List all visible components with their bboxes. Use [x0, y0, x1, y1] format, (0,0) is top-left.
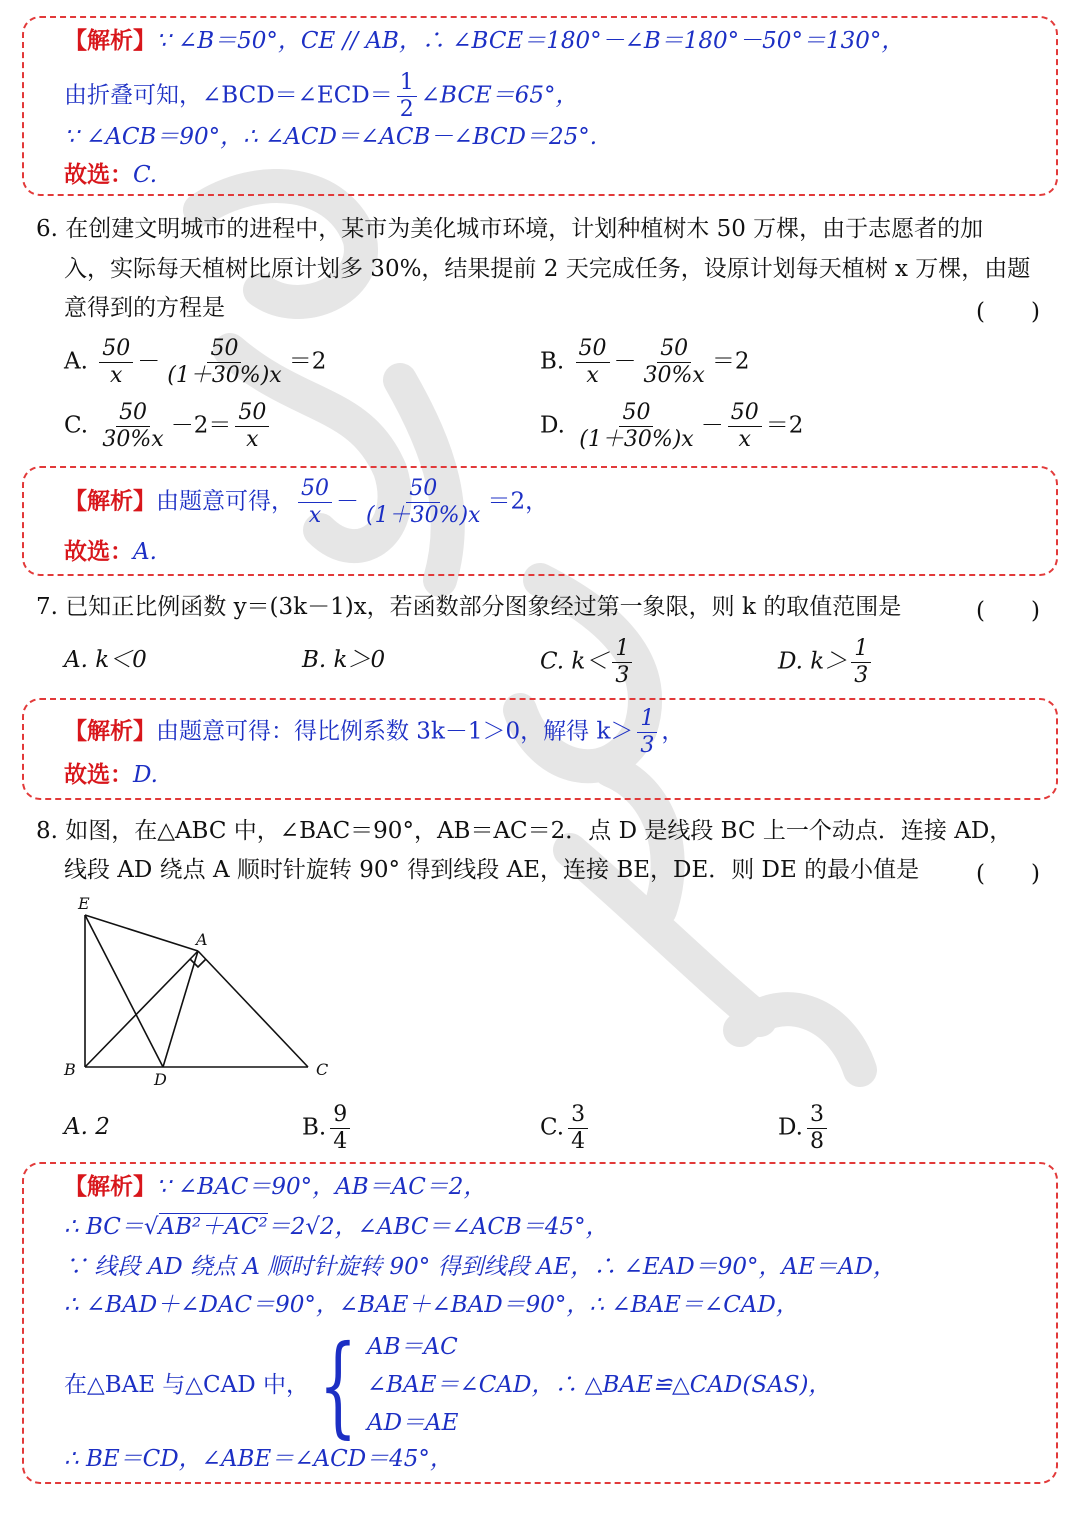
q6-stem-line-3: 意得到的方程是 [64, 295, 225, 321]
q8-sol-line-3: ∵ 线段 AD 绕点 A 顺时针旋转 90° 得到线段 AE，∴ ∠EAD＝90°，AE＝AD， [64, 1254, 896, 1280]
congruence-system: AB＝AC ∠BAE＝∠CAD AD＝AE [366, 1334, 532, 1436]
q8-stem-line-2: 线段 AD 绕点 A 顺时针旋转 90° 得到线段 AE，连接 BE，DE．则 DE 的最小值是 [64, 857, 920, 883]
q6-option-b[interactable]: B. $\frac{50}{x}$ － $\frac{50}{30\%x}$ ＝2 [540, 336, 750, 388]
solution-tag: 【解析】 [64, 717, 156, 745]
q7-option-c[interactable]: C. k＜ $\frac{1}{3}$ [540, 636, 636, 689]
solution-tag: 【解析】 [64, 487, 156, 515]
segment-ed [85, 915, 163, 1067]
q7-option-b[interactable]: B. k＞0 [302, 647, 386, 673]
q5-sol-line-2: 由折叠可知，∠BCD＝∠ECD＝ $\frac{1}{2}$ ∠BCE＝65°， [64, 70, 579, 122]
q5-answer: 故选：C. [64, 161, 158, 188]
q8-sol-line-1: 【解析】∵ ∠BAC＝90°，AB＝AC＝2， [64, 1173, 487, 1200]
fraction-one-half: $\frac{1}{2}$ [397, 70, 417, 123]
label-a: A [196, 930, 208, 949]
label-e: E [78, 895, 90, 913]
triangle-diagram [58, 895, 348, 1095]
q6-answer: 故选：A. [64, 538, 157, 565]
q7-option-a[interactable]: A. k＜0 [64, 647, 147, 673]
q8-option-c[interactable]: C. $\frac{3}{4}$ [540, 1102, 592, 1155]
q8-sol-line-5: 在△BAE 与△CAD 中，{ AB＝AC ∠BAE＝∠CAD AD＝AE ，∴ △BAE≌△CAD(SAS)， [64, 1321, 832, 1449]
segment-ea [85, 915, 198, 951]
q7-stem-line-1: 7. 已知正比例函数 y＝(3k－1)x，若函数部分图象经过第一象限，则 k 的取值范围是 [36, 594, 902, 620]
left-brace: { [318, 1321, 358, 1449]
q7-answer-blank: ( ) [976, 598, 1040, 624]
segment-ac [198, 951, 308, 1067]
label-d: D [154, 1070, 167, 1089]
q7-answer: 故选：D. [64, 761, 158, 788]
sqrt-sign: √ [143, 1214, 159, 1240]
q5-sol-line-3: ∵ ∠ACB＝90°，∴ ∠ACD＝∠ACB－∠BCD＝25°. [64, 124, 598, 150]
solution-tag: 【解析】 [64, 1173, 156, 1200]
q6-stem-line-2: 入，实际每天植树比原计划多 30%，结果提前 2 天完成任务，设原计划每天植树 x 万棵，由题 [64, 256, 1031, 282]
q5-sol-line-1: 【解析】∵ ∠B＝50°，CE // AB，∴ ∠BCE＝180°－∠B＝180°－50°＝130°， [64, 27, 905, 54]
right-angle-mark [190, 959, 206, 967]
q8-option-d[interactable]: D. $\frac{3}{8}$ [778, 1102, 831, 1155]
q6-sol-line-1: 【解析】由题意可得， $\frac{50}{x}$ － $\frac{50}{(1+30\%)x}$ ＝2， [64, 476, 549, 528]
q7-option-d[interactable]: D. k＞ $\frac{1}{3}$ [778, 636, 875, 689]
q7-sol-line-1: 【解析】由题意可得：得比例系数 3k－1＞0，解得 k＞ $\frac{1}{3}$ ， [64, 706, 685, 758]
q6-option-c[interactable]: C. $\frac{50}{30\%x}$ －2＝ $\frac{50}{x}$ [64, 400, 273, 453]
solution-tag: 【解析】 [64, 27, 156, 54]
label-b: B [64, 1060, 76, 1079]
q6-option-a[interactable]: A. $\frac{50}{x}$ － $\frac{50}{(1+30\%)x}$ ＝2 [64, 336, 327, 388]
q8-sol-line-6: ∴ BE＝CD，∠ABE＝∠ACD＝45°， [64, 1446, 453, 1472]
q8-stem-line-1: 8. 如图，在△ABC 中，∠BAC＝90°，AB＝AC＝2．点 D 是线段 BC 上一个动点．连接 AD， [36, 818, 1013, 844]
q6-stem-line-1: 6. 在创建文明城市的进程中，某市为美化城市环境，计划种植树木 50 万棵，由于志愿者的加 [36, 216, 984, 242]
q8-answer-blank: ( ) [976, 861, 1040, 887]
q8-sol-line-2: ∴ BC＝√AB²＋AC²＝2√2，∠ABC＝∠ACB＝45°， [64, 1214, 609, 1240]
q6-option-d[interactable]: D. $\frac{50}{(1+30\%)x}$ － $\frac{50}{x}$ ＝2 [540, 400, 804, 452]
q8-figure [58, 895, 348, 1099]
q8-option-a[interactable]: A. 2 [64, 1114, 110, 1140]
label-c: C [316, 1060, 329, 1079]
q8-option-b[interactable]: B. $\frac{9}{4}$ [302, 1102, 354, 1155]
q8-sol-line-4: ∴ ∠BAD＋∠DAC＝90°，∠BAE＋∠BAD＝90°，∴ ∠BAE＝∠CAD， [64, 1292, 799, 1318]
q6-answer-blank: ( ) [976, 299, 1040, 325]
